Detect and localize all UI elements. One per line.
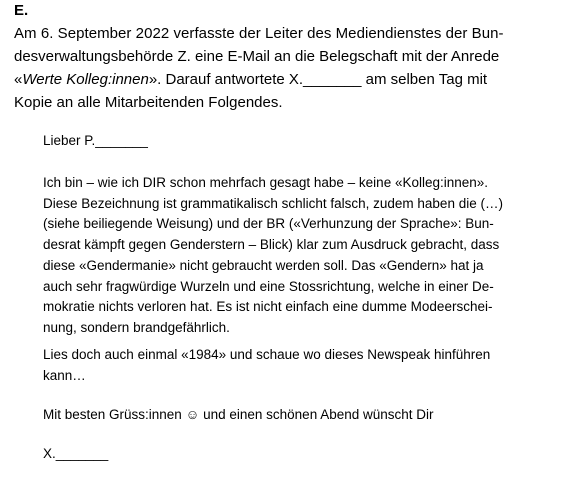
paragraph-1-line: Ich bin – wie ich DIR schon mehrfach gesagt habe – keine «Kolleg:innen». [43, 175, 489, 190]
paragraph-1-line: Diese Bezeichnung ist grammatikalisch schlicht falsch, zudem haben die (…) [43, 195, 503, 211]
letter-signature [43, 444, 549, 465]
intro-paragraph [14, 22, 572, 114]
intro-line-4 [14, 91, 572, 114]
intro-salutation-quote: Werte Kolleg:innen [22, 71, 149, 88]
paragraph-1-line: nung, sondern brandgefährlich. [43, 319, 230, 335]
intro-line-3-rest: ». Darauf antwortete X._______ am selben Tag mit [148, 71, 488, 88]
letter-greeting [43, 131, 549, 152]
signature-text: X._______ [43, 446, 109, 461]
closing-text: Mit besten Grüss:innen ☺ und einen schönen Abend wünscht Dir [43, 407, 434, 422]
paragraph-1-line: auch sehr fragwürdige Wurzeln und eine Stossrichtung, welche in einer De- [43, 278, 494, 294]
paragraph-2-line: kann… [43, 367, 86, 383]
paragraph-1-line: mokratie nichts verloren hat. Es ist nicht einfach eine dumme Modeerschei- [43, 299, 493, 315]
intro-line-3-open-quote: « [14, 71, 23, 88]
letter-paragraph-1 [43, 173, 549, 339]
letter-paragraph-2 [43, 345, 549, 386]
intro-line-4-text: Kopie an alle Mitarbeitenden Folgendes. [14, 94, 283, 111]
intro-line-1-text: Am 6. September 2022 verfasste der Leiter des Mediendienstes der Bun- [14, 25, 504, 42]
greeting-text: Lieber P._______ [43, 133, 148, 148]
section-heading: E. [14, 2, 29, 19]
intro-line-3 [14, 68, 572, 91]
intro-line-2-text: desverwaltungsbehörde Z. eine E-Mail an die Belegschaft mit der Anrede [14, 48, 500, 65]
intro-line-2 [14, 45, 572, 68]
paragraph-1-line: desrat kämpft gegen Genderstern – Blick) klar zum Ausdruck gebracht, dass [43, 237, 500, 253]
letter-closing [43, 405, 549, 426]
paragraph-1-line: (siehe beiliegende Weisung) und der BR («Verhunzung der Sprache»: Bun- [43, 216, 494, 232]
paragraph-2-line: Lies doch auch einmal «1984» und schaue wo dieses Newspeak hinführen [43, 347, 491, 362]
intro-line-1 [14, 22, 572, 45]
paragraph-1-line: diese «Gendermanie» nicht gebraucht werden soll. Das «Gendern» hat ja [43, 257, 484, 273]
